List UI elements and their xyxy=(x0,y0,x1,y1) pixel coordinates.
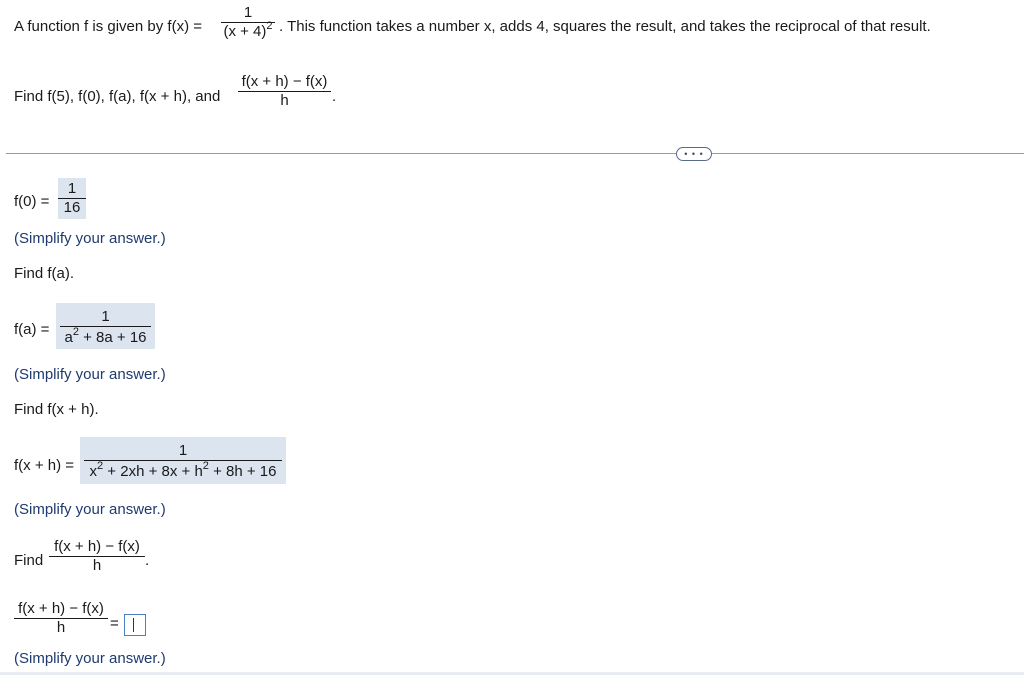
text-caret xyxy=(133,618,134,632)
intro-suffix: . This function takes a number x, adds 4, squares the result, and takes the reciprocal of that result. xyxy=(279,18,931,35)
dq-prompt-numerator: f(x + h) − f(x) xyxy=(54,538,140,555)
dq-answer-input[interactable] xyxy=(124,614,146,636)
section-divider xyxy=(6,153,1024,154)
function-fraction xyxy=(221,4,275,41)
dq-lhs-numerator: f(x + h) − f(x) xyxy=(18,600,104,617)
fa-denominator: $a^2 + 8a + 16$ xyxy=(64,326,147,346)
fa-hint: (Simplify your answer.) xyxy=(14,366,166,383)
function-numerator: 1 xyxy=(243,4,253,21)
f0-label: f(0) = xyxy=(14,193,50,210)
fxh-label: f(x + h) = xyxy=(14,457,75,474)
dq-prompt-denominator: h xyxy=(92,557,102,574)
difference-quotient-fraction xyxy=(238,73,331,110)
dq-prompt-prefix: Find xyxy=(14,552,44,569)
dq-equals: = xyxy=(110,615,119,632)
intro-prefix: A function f is given by f(x) = xyxy=(14,18,203,35)
dq-lhs-denominator: h xyxy=(56,619,66,636)
function-denominator: $(x + 4)^2$ xyxy=(223,20,273,40)
more-options-button[interactable]: • • • xyxy=(676,147,712,161)
f0-answer xyxy=(58,178,86,219)
fa-numerator: 1 xyxy=(101,308,110,325)
fxh-answer xyxy=(80,437,286,484)
fa-prompt: Find f(a). xyxy=(14,265,75,282)
dq-lhs-fraction xyxy=(14,600,108,637)
dq-prompt-fraction xyxy=(49,538,145,575)
f0-denominator: 16 xyxy=(63,199,81,216)
fraction-bar xyxy=(84,460,282,461)
f0-hint: (Simplify your answer.) xyxy=(14,230,166,247)
task-prefix: Find f(5), f(0), f(a), f(x + h), and xyxy=(14,88,221,105)
fxh-numerator: 1 xyxy=(178,442,188,459)
fa-label: f(a) = xyxy=(14,321,50,338)
f0-numerator: 1 xyxy=(67,180,77,197)
fxh-hint: (Simplify your answer.) xyxy=(14,501,166,518)
task-suffix: . xyxy=(332,88,337,105)
fxh-denominator: $x^2 + 2xh + 8x + h^2 + 8h + 16$ xyxy=(89,460,277,480)
dq-denominator: h xyxy=(280,92,289,109)
dq-prompt-suffix: . xyxy=(145,552,150,569)
dq-hint: (Simplify your answer.) xyxy=(14,650,166,667)
fxh-prompt: Find f(x + h). xyxy=(14,401,99,418)
dq-numerator: f(x + h) − f(x) xyxy=(241,73,328,90)
fa-answer xyxy=(56,303,155,349)
